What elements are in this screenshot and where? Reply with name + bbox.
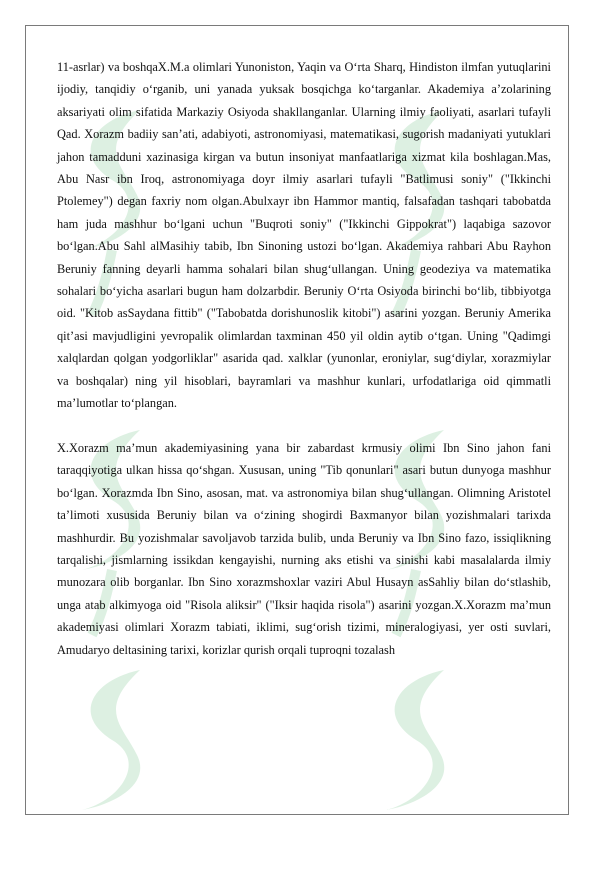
paragraph: 11-asrlar) va boshqaX.M.a olimlari Yunoniston, Yaqin va O‘rta Sharq, Hindiston ilmfan yutuqlarini ijodiy, tanqidiy o‘rganib, uni yanada yuksak bosqichga ko‘targanlar. Akademiya a’zolarining aksariyati olim sifatida Markaziy Osiyoda shakllanganlar. Ularning ilmiy faoliyati, asarlari tufayli Qad. Xorazm badiiy san’ati, adabiyoti, astronomiyasi, matematikasi, sugorish madaniyati yutuklari jahon tamadduni xazinasiga kirgan va butun insoniyat manfaatlariga xizmat kila boshlagan.Mas, Abu Nasr ibn Iroq, astronomiyaga doyr ilmiy asarlari tufayli "Batlimusi soniy" ("Ikkinchi Ptolemey") degan faxriy nom olgan.Abulxayr ibn Hammor mantiq, falsafadan tashqari tabobatda ham juda mashhur bo‘lgani uchun "Buqroti soniy" ("Ikkinchi Gippokrat") laqabiga sazovor bo‘lgan.Abu Sahl alMasihiy tabib, Ibn Sinoning ustozi bo‘lgan. Akademiya rahbari Abu Rayhon Beruniy fanning deyarli hamma sohalari bilan shug‘ullangan. Uning geodeziya va matematika sohalari bo‘yicha asarlari bugun ham dolzarbdir. Beruniy O‘rta Osiyoda birinchi bo‘lib, tibbiyotga oid. "Kitob asSaydana fittib" ("Tabobatda dorishunoslik kitobi") asarini yozgan. Beruniy Amerika qit’asi mavjudligini yevropalik olimlardan taxminan 450 yil oldin aytib o‘tgan. Uning "Qadimgi xalqlardan qolgan yodgorliklar" asarida qad. xalklar (yunonlar, eroniylar, sug‘diylar, xorazmiylar va boshqalar) ning yil hisoblari, bayramlari va mashhur kunlari, urfodatlariga oid qimmatli ma’lumotlar to‘plangan.	[57, 60, 551, 411]
paragraph: X.Xorazm ma’mun akademiyasining yana bir zabardast krmusiy olimi Ibn Sino jahon fani taraqqiyotiga ulkan hissa qo‘shgan. Xususan, uning "Tib qonunlari" asari butun dunyoga mashhur bo‘lgan. Xorazmda Ibn Sino, asosan, mat. va astronomiya bilan shug‘ullangan. Olimning Aristotel ta’limoti xususida Beruniy bilan va o‘zining shogirdi Baxmanyor bilan yozishmalari tarixda mashhurdir. Bu yozishmalar savoljavob tarzida bulib, unda Beruniy va Ibn Sino fazo, issiqlikning tarqalishi, jismlarning issikdan kengayishi, nurning aks etishi va sinishi kabi masalalarda ilmiy munozara olib borganlar. Ibn Sino xorazmshoxlar vaziri Abul Husayn asSahliy bilan do‘stlashib, unga atab alkimyoga oid "Risola aliksir" ("Iksir haqida risola") asarini yozgan.X.Xorazm ma’mun akademiyasi olimlari Xorazm tabiati, iklimi, sug‘orish tizimi, mineralogiyasi, yer osti suvlari, Amudaryo deltasining tarixi, korizlar qurish orqali tuproqni tozalash	[57, 440, 551, 657]
document-body	[57, 56, 551, 661]
